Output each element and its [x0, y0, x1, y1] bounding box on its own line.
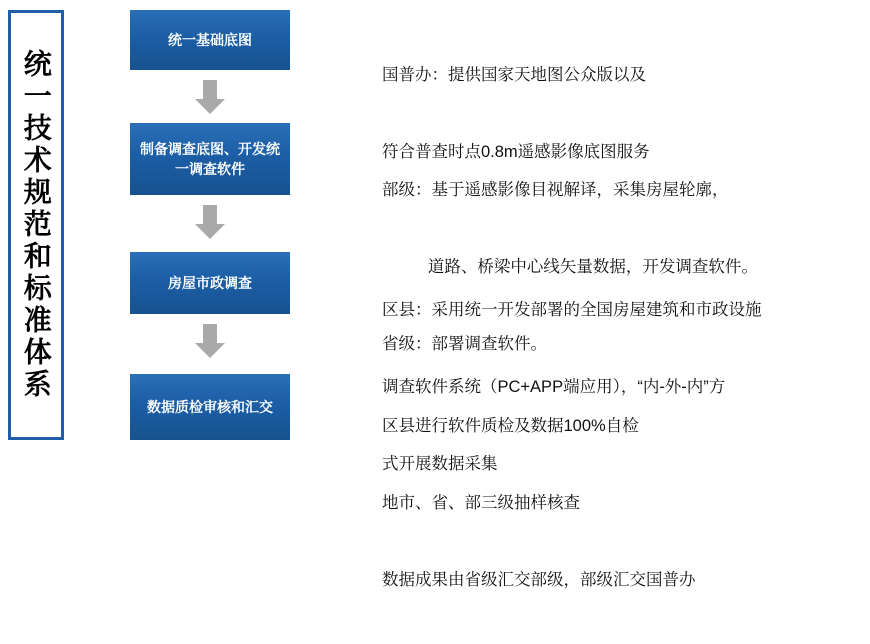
- flow-box-base-map-label: 统一基础底图: [168, 31, 252, 48]
- flow-box-housing-municipal-survey-label: 房屋市政调查: [168, 274, 252, 291]
- description-quality-check-submit-line-2: 地市、省、部三级抽样核查: [382, 493, 580, 512]
- description-base-map-line-1: 国普办：提供国家天地图公众版以及: [382, 66, 646, 85]
- description-quality-check-submit-line-3: 数据成果由省级汇交部级，部级汇交国普办: [382, 570, 696, 589]
- description-housing-municipal-survey-line-2: 调查软件系统（PC+APP端应用），“内-外-内”方: [382, 377, 726, 396]
- description-housing-municipal-survey-line-1: 区县：采用统一开发部署的全国房屋建筑和市政设施: [382, 301, 762, 320]
- vertical-title-panel: [8, 10, 64, 440]
- description-survey-basemap-software-line-3: 省级：部署调查软件。: [382, 334, 547, 353]
- arrow-2-head: [195, 224, 225, 239]
- flow-box-quality-check-submit[interactable]: [130, 374, 290, 440]
- arrow-3-head: [195, 343, 225, 358]
- description-housing-municipal-survey-line-3: 式开展数据采集: [382, 454, 498, 473]
- flow-box-quality-check-submit-label: 数据质检审核和汇交: [147, 398, 273, 415]
- description-survey-basemap-software-line-1: 部级：基于遥感影像目视解译，采集房屋轮廓，: [382, 181, 729, 200]
- description-quality-check-submit-line-1: 区县进行软件质检及数据100%自检: [382, 417, 639, 436]
- arrow-1-head: [195, 99, 225, 114]
- vertical-title-text: 统一技术规范和标准体系: [20, 49, 52, 401]
- arrow-2-shaft: [203, 205, 217, 225]
- flow-box-housing-municipal-survey[interactable]: [130, 252, 290, 314]
- arrow-3: [195, 324, 225, 358]
- arrow-2: [195, 205, 225, 239]
- description-base-map-line-2: 符合普查时点0.8m遥感影像底图服务: [382, 142, 650, 161]
- arrow-1: [195, 80, 225, 114]
- description-quality-check-submit: [382, 363, 696, 644]
- description-survey-basemap-software-line-2: 道路、桥梁中心线矢量数据，开发调查软件。: [382, 257, 758, 276]
- arrow-3-shaft: [203, 324, 217, 344]
- flow-box-survey-basemap-software[interactable]: [130, 123, 290, 195]
- flow-box-base-map[interactable]: [130, 10, 290, 70]
- flow-box-survey-basemap-software-label: 制备调查底图、开发统一调查软件: [140, 140, 280, 177]
- arrow-1-shaft: [203, 80, 217, 100]
